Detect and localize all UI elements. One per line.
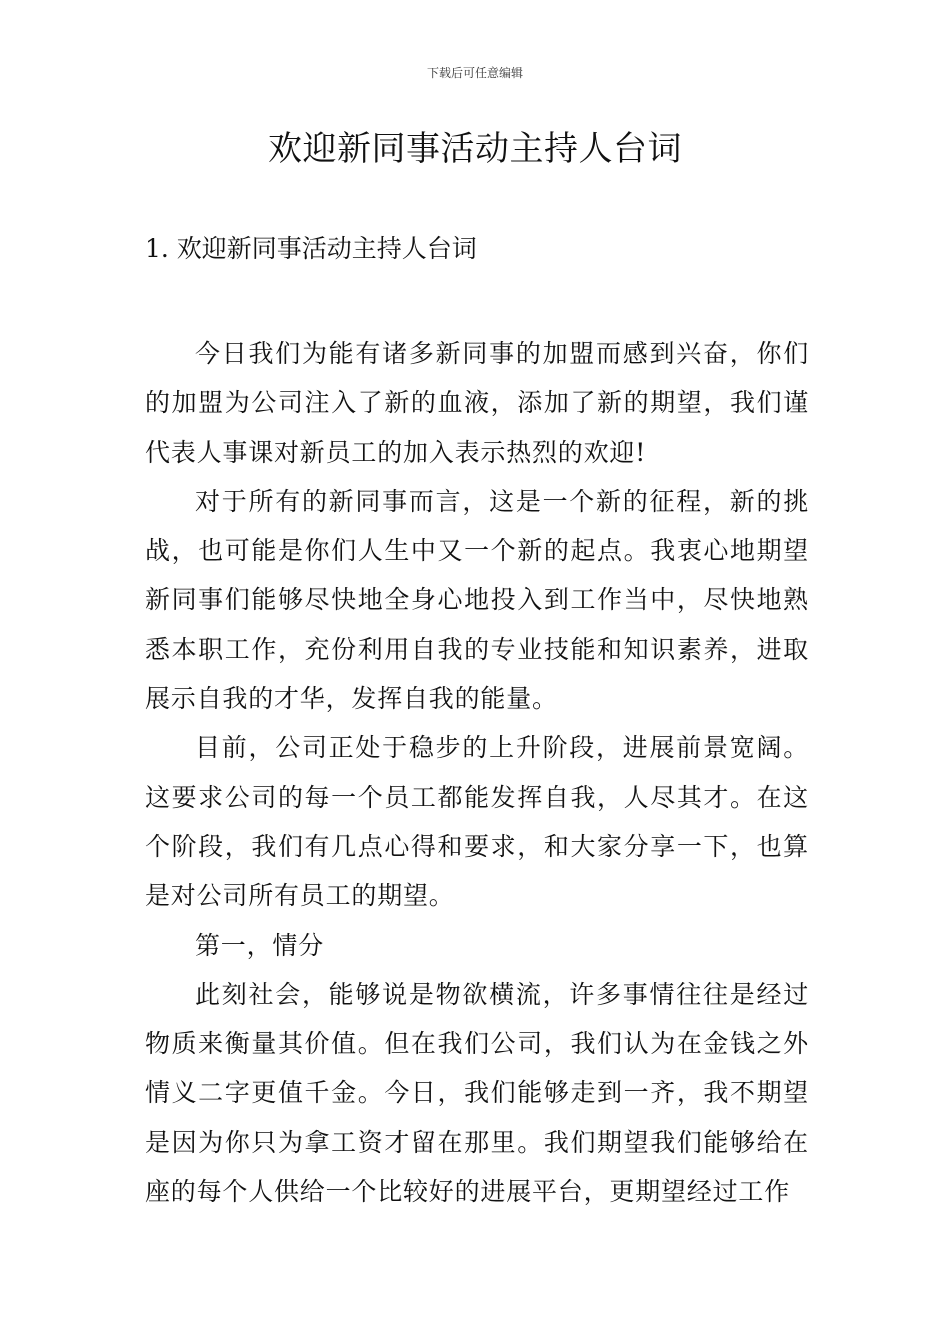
document-body xyxy=(145,329,809,1216)
document-title: 欢迎新同事活动主持人台词 xyxy=(268,129,682,169)
paragraph-point-one-body: 此刻社会，能够说是物欲横流，许多事情往往是经过物质来衡量其价值。但在我们公司，我们认为在金钱之外情义二字更值千金。今日，我们能够走到一齐，我不期望是因为你只为拿工资才留在那里。我们期望我们能够给在座的每个人供给一个比较好的进展平台，更期望经过工作 xyxy=(145,979,809,1207)
paragraph-point-one-heading: 第一，情分 xyxy=(195,930,325,960)
page-header-note: 下载后可任意编辑 xyxy=(426,66,523,80)
paragraph-welcome: 今日我们为能有诸多新同事的加盟而感到兴奋，你们的加盟为公司注入了新的血液，添加了新的期望，我们谨代表人事课对新员工的加入表示热烈的欢迎! xyxy=(145,339,809,467)
paragraph-company-stage: 目前，公司正处于稳步的上升阶段，进展前景宽阔。这要求公司的每一个员工都能发挥自我，人尽其才。在这个阶段，我们有几点心得和要求，和大家分享一下，也算是对公司所有员工的期望。 xyxy=(145,733,809,911)
paragraph-new-journey: 对于所有的新同事而言，这是一个新的征程，新的挑战，也可能是你们人生中又一个新的起点。我衷心地期望新同事们能够尽快地全身心地投入到工作当中，尽快地熟悉本职工作，充份利用自我的专业技能和知识素养，进取展示自我的才华，发挥自我的能量。 xyxy=(145,486,809,714)
section-heading: 1. 欢迎新同事活动主持人台词 xyxy=(145,234,477,263)
